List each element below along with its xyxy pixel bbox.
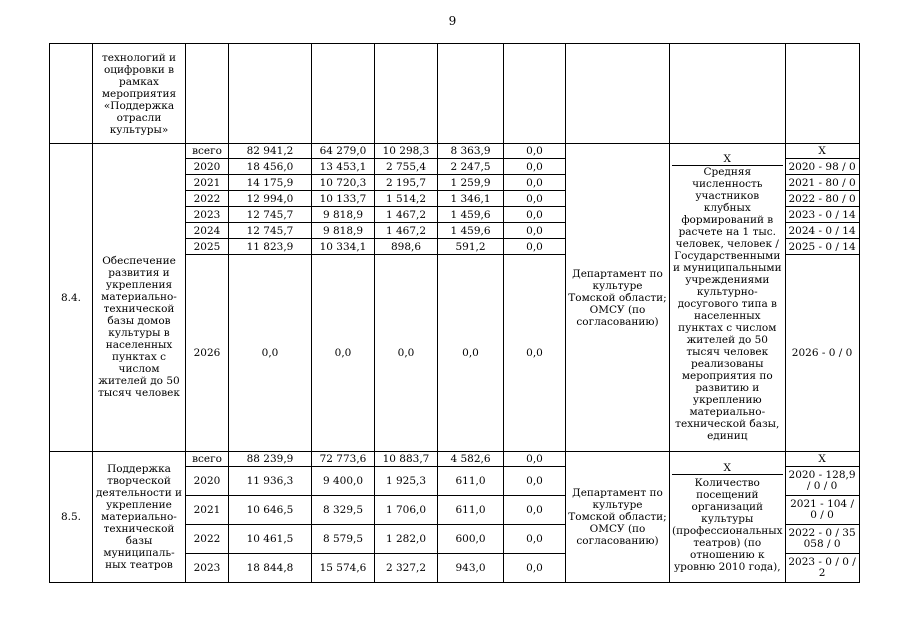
table-row (50, 44, 860, 144)
extrabudget-cell: 0,0 (504, 496, 566, 525)
federal-cell: 15 574,6 (312, 554, 375, 583)
regional-cell: 1 706,0 (375, 496, 438, 525)
indicator-cell: Х (785, 144, 859, 159)
indicator-cell: 2020 - 128,9 / 0 / 0 (785, 467, 859, 496)
activity-name: Обеспечение развития и укрепления материально-технической базы домов культуры в населенных пунктах с числом жителей до 50 тысяч человек (93, 144, 186, 452)
year-cell: всего (186, 452, 229, 467)
federal-cell: 64 279,0 (312, 144, 375, 159)
total-cell: 18 844,8 (229, 554, 312, 583)
federal-cell: 8 329,5 (312, 496, 375, 525)
extrabudget-cell: 0,0 (504, 159, 566, 175)
regional-cell: 1 467,2 (375, 223, 438, 239)
page-number: 9 (448, 14, 457, 28)
regional-cell: 10 298,3 (375, 144, 438, 159)
year-cell: 2020 (186, 467, 229, 496)
year-cell: 2021 (186, 175, 229, 191)
year-cell: 2026 (186, 255, 229, 452)
total-cell: 18 456,0 (229, 159, 312, 175)
federal-cell: 9 818,9 (312, 207, 375, 223)
federal-cell: 9 400,0 (312, 467, 375, 496)
regional-cell: 1 925,3 (375, 467, 438, 496)
federal-cell: 72 773,6 (312, 452, 375, 467)
year-cell: 2022 (186, 525, 229, 554)
table-row (50, 452, 860, 467)
year-cell: 2025 (186, 239, 229, 255)
federal-cell: 13 453,1 (312, 159, 375, 175)
total-cell: 10 461,5 (229, 525, 312, 554)
activity-name: Поддержка творческой деятельности и укрепление материально-технической базы муниципаль-ных театров (93, 452, 186, 583)
regional-cell: 1 282,0 (375, 525, 438, 554)
total-cell: 0,0 (229, 255, 312, 452)
indicator-cell: 2025 - 0 / 14 (785, 239, 859, 255)
extrabudget-cell: 0,0 (504, 452, 566, 467)
extrabudget-cell: 0,0 (504, 191, 566, 207)
indicator-cell: 2021 - 104 / 0 / 0 (785, 496, 859, 525)
local-cell: 1 259,9 (438, 175, 504, 191)
indicator-cell: 2021 - 80 / 0 (785, 175, 859, 191)
year-cell: 2023 (186, 207, 229, 223)
local-cell: 1 459,6 (438, 207, 504, 223)
extrabudget-cell: 0,0 (504, 239, 566, 255)
regional-cell: 0,0 (375, 255, 438, 452)
year-cell: 2022 (186, 191, 229, 207)
measure-cell (670, 452, 786, 583)
total-cell: 14 175,9 (229, 175, 312, 191)
local-cell: 943,0 (438, 554, 504, 583)
local-cell: 2 247,5 (438, 159, 504, 175)
extrabudget-cell: 0,0 (504, 223, 566, 239)
indicator-cell: 2022 - 80 / 0 (785, 191, 859, 207)
extrabudget-cell: 0,0 (504, 554, 566, 583)
local-cell: 611,0 (438, 496, 504, 525)
total-cell: 12 994,0 (229, 191, 312, 207)
federal-cell: 10 133,7 (312, 191, 375, 207)
indicator-cell: 2023 - 0 / 0 / 2 (785, 554, 859, 583)
year-cell: 2020 (186, 159, 229, 175)
activity-name: технологий и оцифровки в рамках мероприятия «Поддержка отрасли культуры» (93, 44, 186, 144)
indicator-cell: 2023 - 0 / 14 (785, 207, 859, 223)
federal-cell: 10 720,3 (312, 175, 375, 191)
indicator-cell: 2020 - 98 / 0 (785, 159, 859, 175)
local-cell: 591,2 (438, 239, 504, 255)
year-cell: 2023 (186, 554, 229, 583)
local-cell: 1 346,1 (438, 191, 504, 207)
regional-cell: 2 327,2 (375, 554, 438, 583)
executor-cell: Департамент по культуре Томской области; ОМСУ (по согласованию) (566, 452, 670, 583)
extrabudget-cell: 0,0 (504, 144, 566, 159)
row-number: 8.4. (50, 144, 93, 452)
indicator-cell: 2026 - 0 / 0 (785, 255, 859, 452)
indicator-cell: Х (785, 452, 859, 467)
extrabudget-cell: 0,0 (504, 255, 566, 452)
measure-x: Х (723, 461, 732, 474)
total-cell: 12 745,7 (229, 207, 312, 223)
local-cell: 1 459,6 (438, 223, 504, 239)
regional-cell: 1 514,2 (375, 191, 438, 207)
local-cell: 0,0 (438, 255, 504, 452)
regional-cell: 1 467,2 (375, 207, 438, 223)
total-cell: 88 239,9 (229, 452, 312, 467)
total-cell: 11 823,9 (229, 239, 312, 255)
local-cell: 8 363,9 (438, 144, 504, 159)
year-cell: всего (186, 144, 229, 159)
total-cell: 12 745,7 (229, 223, 312, 239)
local-cell: 4 582,6 (438, 452, 504, 467)
extrabudget-cell: 0,0 (504, 525, 566, 554)
measure-x: Х (723, 153, 732, 165)
row-number: 8.5. (50, 452, 93, 583)
total-cell: 82 941,2 (229, 144, 312, 159)
total-cell: 11 936,3 (229, 467, 312, 496)
regional-cell: 898,6 (375, 239, 438, 255)
total-cell: 10 646,5 (229, 496, 312, 525)
local-cell: 611,0 (438, 467, 504, 496)
regional-cell: 2 755,4 (375, 159, 438, 175)
indicator-cell: 2024 - 0 / 14 (785, 223, 859, 239)
federal-cell: 8 579,5 (312, 525, 375, 554)
measure-cell (670, 144, 786, 452)
program-table (49, 43, 860, 583)
federal-cell: 10 334,1 (312, 239, 375, 255)
regional-cell: 10 883,7 (375, 452, 438, 467)
year-cell: 2021 (186, 496, 229, 525)
federal-cell: 9 818,9 (312, 223, 375, 239)
federal-cell: 0,0 (312, 255, 375, 452)
extrabudget-cell: 0,0 (504, 175, 566, 191)
measure-text: Количество посещений организаций культуры (профессиональных театров) (по отношению к уровню 2010 года), (672, 474, 783, 573)
extrabudget-cell: 0,0 (504, 467, 566, 496)
measure-text: Средняя численность участников клубных формирований в расчете на 1 тыс. человек, человек / Государственными и муниципальными учреждениями культурно-досугового типа в населенных пунктах с числом жителей до 50 тысяч человек реализованы мероприятия по развитию и укреплению материально-технической базы, единиц (672, 166, 782, 442)
year-cell: 2024 (186, 223, 229, 239)
indicator-cell: 2022 - 0 / 35 058 / 0 (785, 525, 859, 554)
executor-cell: Департамент по культуре Томской области; ОМСУ (по согласованию) (566, 144, 670, 452)
table-row (50, 144, 860, 159)
extrabudget-cell: 0,0 (504, 207, 566, 223)
local-cell: 600,0 (438, 525, 504, 554)
regional-cell: 2 195,7 (375, 175, 438, 191)
